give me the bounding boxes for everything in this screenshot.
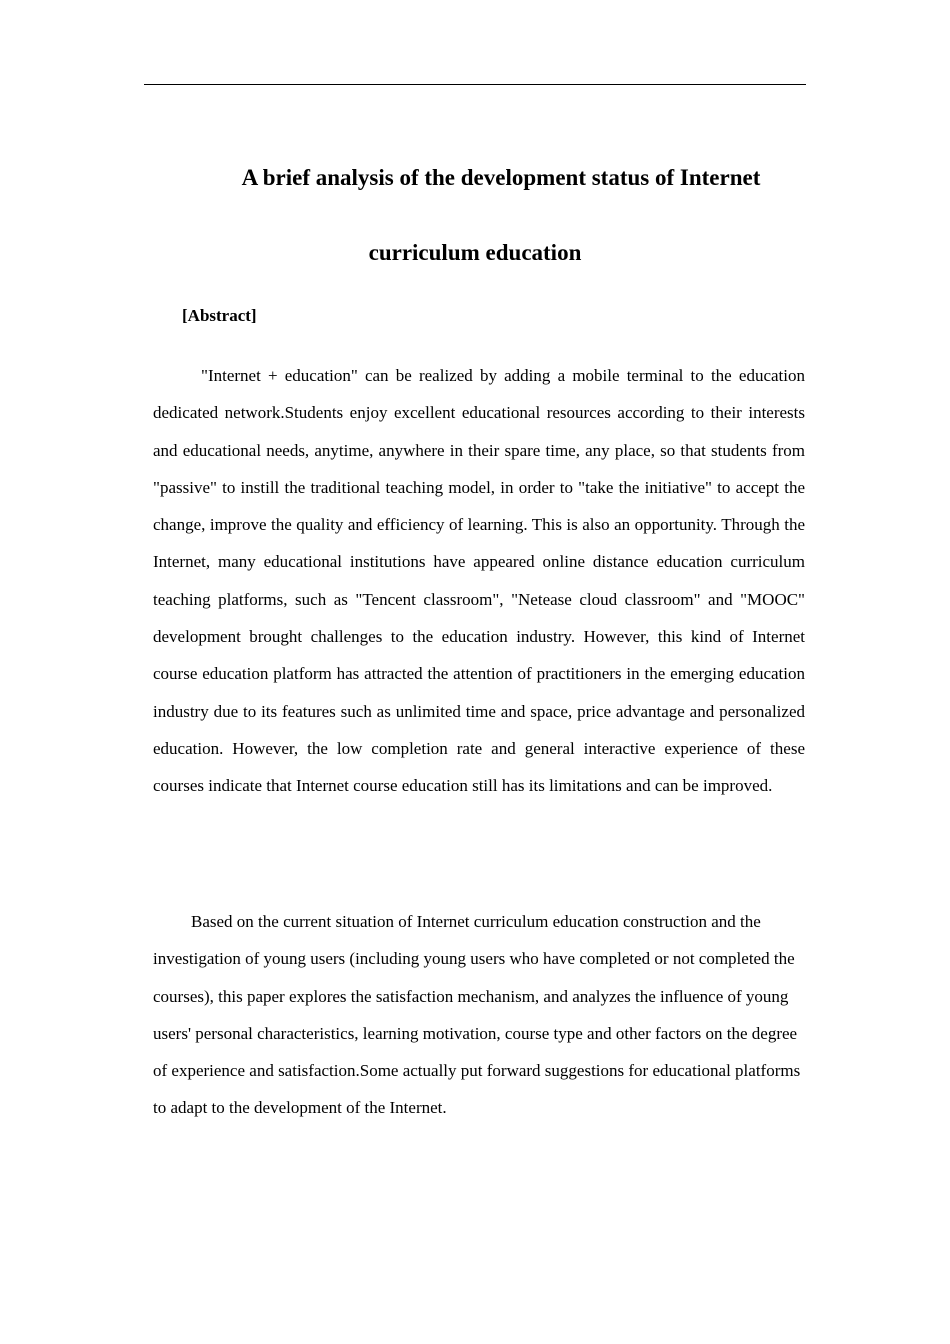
abstract-heading: [Abstract] [182,306,257,325]
abstract-paragraph-2: Based on the current situation of Internet curriculum education construction and the investigation of young users (including young users who have completed or not completed the courses), this paper explores the satisfaction mechanism, and analyzes the influence of young users' personal characteristics, learning motivation, course type and other factors on the degree of experience and satisfaction.Some actually put forward suggestions for educational platforms to adapt to the development of the Internet. [153,912,801,1118]
title-line-1: A brief analysis of the development status of Internet [241,165,761,190]
document-title [144,140,806,290]
title-line-2: curriculum education [368,240,582,265]
header-rule [144,84,806,85]
abstract-paragraph-1: "Internet + education" can be realized by adding a mobile terminal to the education dedicated network.Students enjoy excellent educational resources according to their interests and educational needs, anytime, anywhere in their spare time, any place, so that students from "passive" to instill the traditional teaching model, in order to "take the initiative" to accept the change, improve the quality and efficiency of learning. This is also an opportunity. Through the Internet, many educational institutions have appeared online distance education curriculum teaching platforms, such as "Tencent classroom", "Netease cloud classroom" and "MOOC" development brought challenges to the education industry. However, this kind of Internet course education platform has attracted the attention of practitioners in the emerging education industry due to its features such as unlimited time and space, price advantage and personalized education. However, the low completion rate and general interactive experience of these courses indicate that Internet course education still has its limitations and can be improved. [153,366,805,796]
